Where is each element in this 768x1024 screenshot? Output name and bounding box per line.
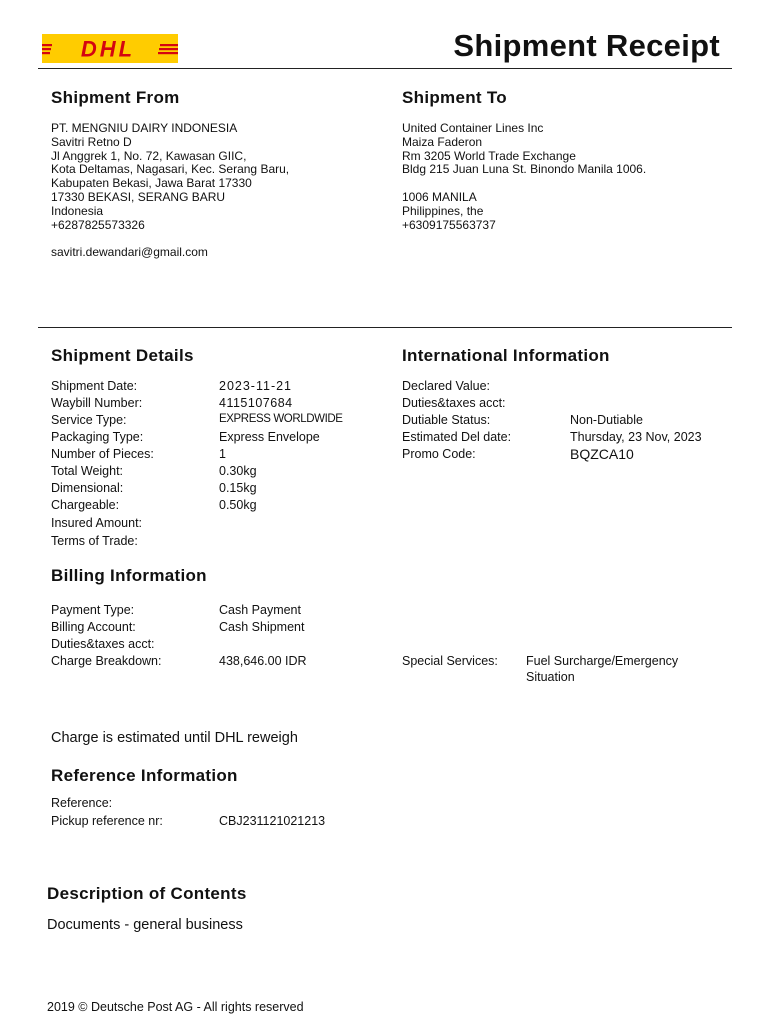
billing-value: Cash Shipment — [219, 620, 305, 634]
waybill-number: 4115107684 — [219, 396, 293, 410]
intl-value: Non-Dutiable — [570, 413, 643, 427]
intl-label: Promo Code: — [402, 447, 476, 461]
intl-label: Estimated Del date: — [402, 430, 512, 444]
detail-label: Insured Amount: — [51, 516, 143, 530]
intl-label: Dutiable Status: — [402, 413, 491, 427]
detail-value: EXPRESS WORLDWIDE — [219, 413, 343, 425]
detail-label: Packaging Type: — [51, 430, 144, 444]
shipment-from-address — [51, 122, 289, 232]
shipment-from-heading: Shipment From — [51, 88, 180, 107]
reference-heading: Reference Information — [51, 766, 238, 785]
address-line: 1006 MANILA — [402, 190, 477, 204]
charge-amount: 438,646.00 IDR — [219, 654, 307, 668]
detail-label: Chargeable: — [51, 498, 120, 512]
page-title: Shipment Receipt — [453, 28, 720, 63]
header-divider — [38, 68, 732, 69]
detail-label: Shipment Date: — [51, 379, 138, 393]
special-services-value — [526, 654, 678, 685]
address-line: United Container Lines Inc — [402, 121, 544, 135]
footer-copyright: 2019 © Deutsche Post AG - All rights reserved — [47, 1000, 304, 1014]
charge-note: Charge is estimated until DHL reweigh — [51, 730, 298, 746]
shipment-to-address — [402, 122, 646, 177]
address-line: Kabupaten Bekasi, Jawa Barat 17330 — [51, 176, 252, 191]
address-line: Indonesia — [51, 203, 104, 218]
shipment-details-heading: Shipment Details — [51, 346, 194, 365]
address-line: 17330 BEKASI, SERANG BARU — [51, 189, 226, 204]
detail-value: 0.15kg — [219, 481, 257, 495]
section-divider — [38, 327, 732, 328]
detail-label: Number of Pieces: — [51, 447, 154, 461]
reference-label: Reference: — [51, 796, 113, 810]
detail-label: Terms of Trade: — [51, 534, 138, 548]
reference-label: Pickup reference nr: — [51, 814, 163, 828]
intl-label: Duties&taxes acct: — [402, 396, 506, 410]
address-line: +6287825573326 — [51, 217, 145, 232]
billing-label: Payment Type: — [51, 603, 135, 617]
address-line: PT. MENGNIU DAIRY INDONESIA — [51, 121, 238, 135]
address-line: Bldg 215 Juan Luna St. Binondo Manila 1006. — [402, 162, 647, 177]
detail-label: Service Type: — [51, 413, 127, 427]
promo-code: BQZCA10 — [570, 446, 634, 462]
address-line: Rm 3205 World Trade Exchange — [402, 148, 576, 163]
contents-text: Documents - general business — [47, 917, 243, 933]
shipper-email: savitri.dewandari@gmail.com — [51, 245, 208, 259]
billing-table — [51, 603, 371, 673]
pickup-reference: CBJ231121021213 — [219, 814, 326, 828]
detail-value: 1 — [219, 447, 226, 461]
special-service-line: Fuel Surcharge/Emergency — [526, 654, 679, 668]
billing-label: Duties&taxes acct: — [51, 637, 155, 651]
intl-value: Thursday, 23 Nov, 2023 — [570, 430, 702, 444]
international-table — [402, 379, 742, 469]
address-line: Maiza Faderon — [402, 134, 483, 149]
special-service-line: Situation — [526, 669, 575, 684]
address-line: Jl Anggrek 1, No. 72, Kawasan GIIC, — [51, 148, 247, 163]
detail-label: Total Weight: — [51, 464, 124, 478]
special-services-label: Special Services: — [402, 654, 498, 668]
address-line: Kota Deltamas, Nagasari, Kec. Serang Baru, — [51, 162, 290, 177]
address-line: Philippines, the — [402, 203, 484, 218]
detail-value: 0.50kg — [219, 498, 257, 512]
detail-label: Dimensional: — [51, 481, 124, 495]
shipment-to-heading: Shipment To — [402, 88, 507, 107]
contents-heading: Description of Contents — [47, 884, 247, 903]
billing-label: Charge Breakdown: — [51, 654, 162, 668]
address-line: Savitri Retno D — [51, 134, 132, 149]
shipment-to-address-cont — [402, 191, 496, 232]
billing-label: Billing Account: — [51, 620, 136, 634]
international-heading: International Information — [402, 346, 610, 365]
billing-heading: Billing Information — [51, 566, 207, 585]
detail-value: 2023-11-21 — [219, 379, 293, 393]
dhl-logo-text: DHL — [80, 36, 136, 62]
detail-label: Waybill Number: — [51, 396, 143, 410]
intl-label: Declared Value: — [402, 379, 491, 393]
detail-value: Express Envelope — [219, 430, 320, 444]
address-line: +6309175563737 — [402, 217, 496, 232]
shipment-details-table — [51, 379, 371, 554]
reference-table — [51, 796, 371, 832]
detail-value: 0.30kg — [219, 464, 257, 478]
billing-value: Cash Payment — [219, 603, 301, 617]
